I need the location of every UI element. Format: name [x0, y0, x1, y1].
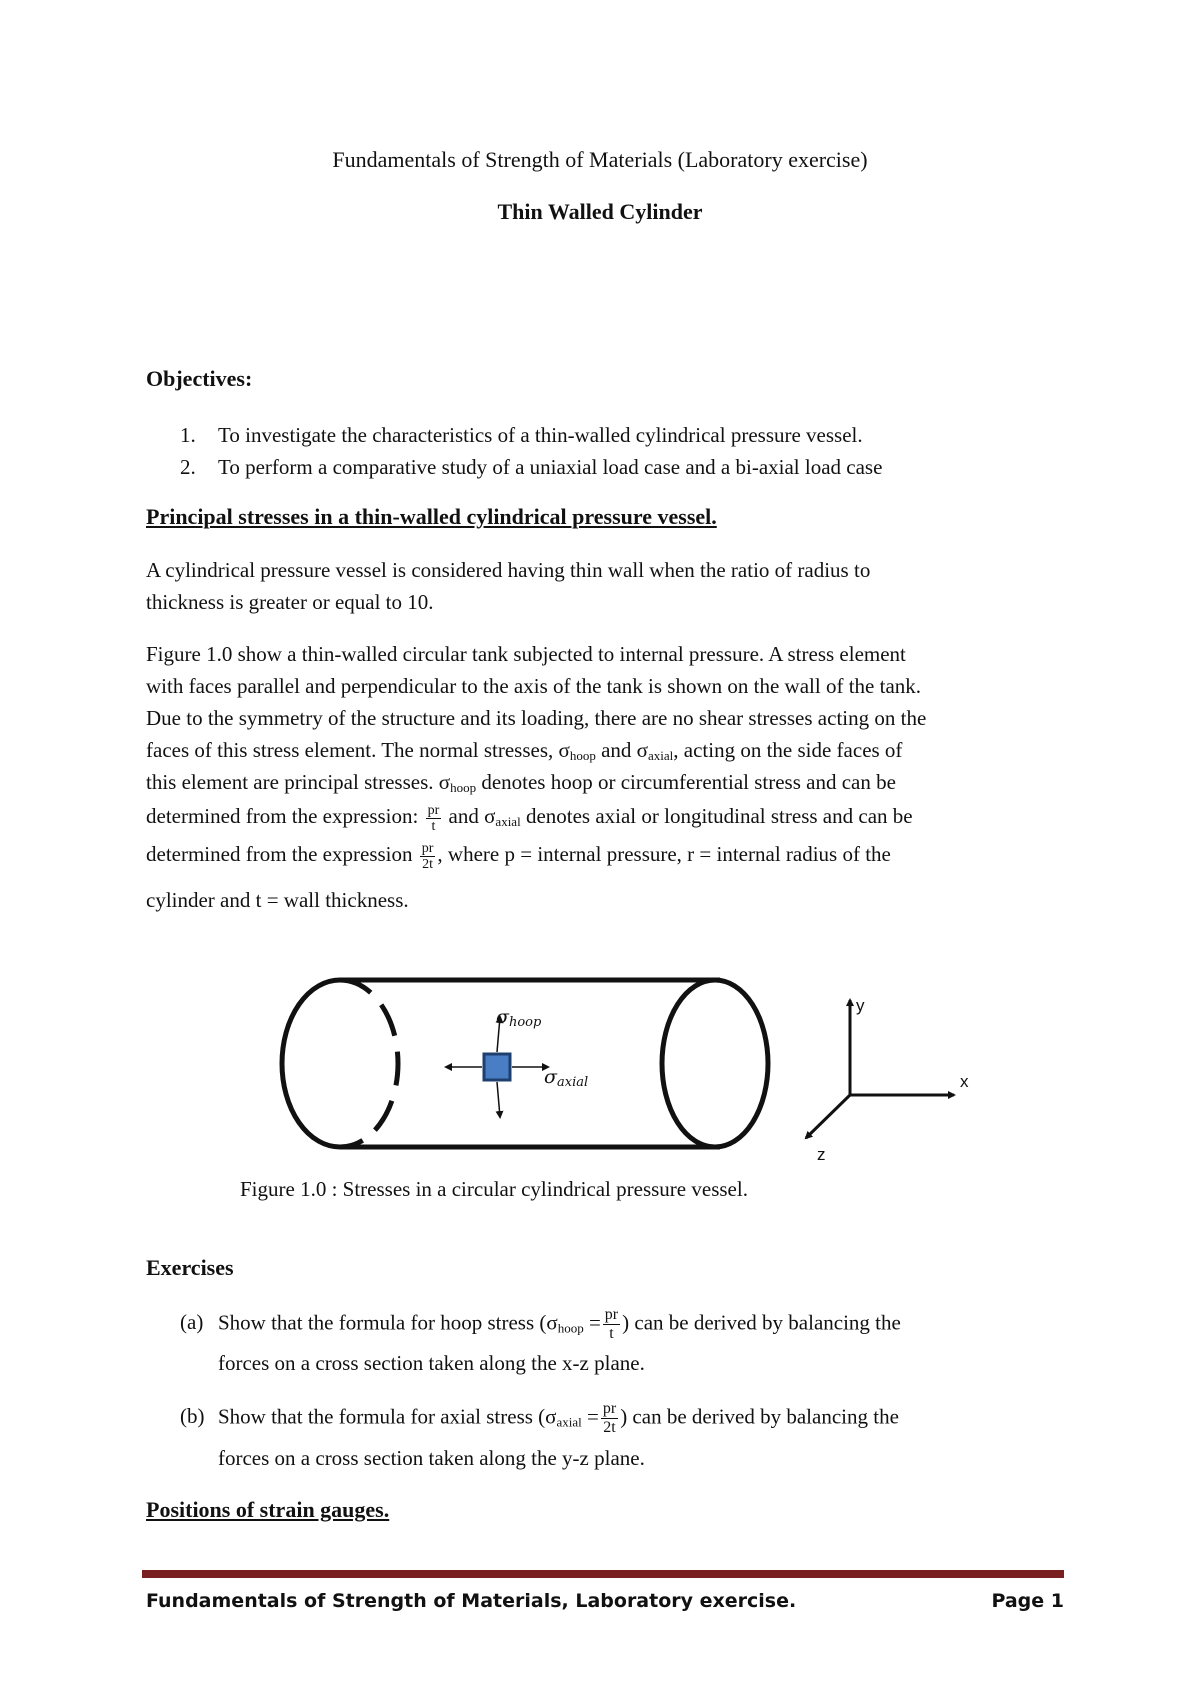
exercise-line: forces on a cross section taken along the y-z plane. [218, 1446, 645, 1470]
subscript: hoop [450, 780, 477, 795]
cylinder-figure [260, 955, 1000, 1170]
fraction-numerator: pr [427, 802, 440, 818]
text-run: ) can be derived by balancing the [620, 1404, 899, 1429]
paragraph-line [146, 838, 891, 872]
paragraph-line: A cylindrical pressure vessel is considered having thin wall when the ratio of radius to [146, 558, 871, 582]
fraction-numerator: pr [421, 840, 434, 856]
paragraph-line [146, 800, 913, 838]
text-run: = [583, 1310, 601, 1335]
cylinder-right-end [662, 980, 768, 1147]
text-run: , acting on the side faces of [673, 738, 903, 762]
stress-element [484, 1054, 510, 1080]
document-subtitle: Thin Walled Cylinder [497, 199, 703, 224]
sigma-symbol: σ [438, 770, 451, 794]
subscript: axial [495, 814, 521, 829]
hoop-label: σhoop [496, 1006, 542, 1030]
document-title: Fundamentals of Strength of Materials (Laboratory exercise) [332, 147, 868, 172]
paragraph-line [146, 766, 896, 804]
list-text: To investigate the characteristics of a thin-walled cylindrical pressure vessel. [218, 423, 863, 447]
subscript: hoop [569, 748, 596, 763]
figure-caption: Figure 1.0 : Stresses in a circular cylindrical pressure vessel. [240, 1177, 748, 1201]
objectives-heading: Objectives: [146, 366, 253, 391]
fraction-denominator: 2t [422, 856, 434, 872]
text-run: faces of this stress element. The normal stresses, [146, 738, 559, 762]
footer-text: Fundamentals of Strength of Materials, Laboratory exercise. [146, 1590, 797, 1612]
exercises-heading: Exercises [146, 1255, 234, 1280]
paragraph-line: Due to the symmetry of the structure and its loading, there are no shear stresses acting on the [146, 706, 927, 730]
list-text: To perform a comparative study of a uniaxial load case and a bi-axial load case [218, 455, 883, 479]
exercise-item-a [0, 1300, 1200, 1340]
text-run: and [443, 804, 485, 828]
text-run: Show that the formula for axial stress ( [218, 1404, 546, 1429]
text-run: and [595, 738, 637, 762]
exercise-text [218, 1400, 899, 1438]
text-run: this element are principal stresses. [146, 770, 439, 794]
text-run: denotes hoop or circumferential stress and can be [476, 770, 896, 794]
x-axis-label: x [960, 1072, 969, 1091]
paragraph-line: with faces parallel and perpendicular to the axis of the tank is shown on the wall of the tank. [146, 674, 922, 698]
z-axis [806, 1095, 850, 1138]
list-number: 1. [180, 423, 196, 447]
exercise-line: forces on a cross section taken along the x-z plane. [218, 1351, 645, 1375]
fraction-denominator: t [609, 1325, 614, 1342]
text-run: denotes axial or longitudinal stress and can be [520, 804, 913, 828]
cylinder-left-end-hidden [340, 980, 398, 1147]
exercise-label: (b) [180, 1404, 205, 1428]
page-number: Page 1 [991, 1590, 1064, 1612]
paragraph-line: Figure 1.0 show a thin-walled circular tank subjected to internal pressure. A stress element [146, 642, 906, 666]
exercise-item-b [0, 1394, 1200, 1434]
paragraph-line: thickness is greater or equal to 10. [146, 590, 434, 614]
fraction [420, 841, 436, 872]
cylinder-left-end [282, 980, 340, 1147]
sigma-symbol: σ [546, 1310, 558, 1335]
subscript: axial [648, 748, 674, 763]
exercise-text [218, 1306, 901, 1344]
text-run: , where p = internal pressure, r = internal radius of the [437, 842, 891, 866]
text-run: ) can be derived by balancing the [622, 1310, 901, 1335]
subscript: axial [556, 1414, 582, 1430]
footer-divider [142, 1570, 1064, 1578]
sigma-symbol: σ [484, 804, 496, 828]
text-run: determined from the expression [146, 842, 418, 866]
fraction-numerator: pr [604, 1306, 619, 1323]
z-axis-label: z [817, 1145, 826, 1164]
list-number: 2. [180, 455, 196, 479]
exercise-label: (a) [180, 1310, 204, 1334]
sigma-symbol: σ [545, 1404, 557, 1429]
strain-gauges-heading: Positions of strain gauges. [146, 1497, 390, 1522]
text-run: Show that the formula for hoop stress ( [218, 1310, 547, 1335]
paragraph-line: cylinder and t = wall thickness. [146, 888, 409, 912]
fraction [603, 1306, 620, 1343]
axial-label: σaxial [544, 1066, 589, 1090]
hoop-arrow-down [497, 1082, 500, 1117]
fraction [601, 1400, 618, 1437]
principal-stresses-heading: Principal stresses in a thin-walled cylindrical pressure vessel. [146, 504, 717, 529]
sigma-symbol: σ [636, 738, 648, 762]
fraction-denominator: t [431, 818, 436, 834]
text-run: determined from the expression: [146, 804, 424, 828]
sigma-symbol: σ [558, 738, 570, 762]
fraction-numerator: pr [602, 1400, 617, 1417]
subscript: hoop [557, 1320, 584, 1336]
fraction-denominator: 2t [603, 1419, 616, 1436]
y-axis-label: y [856, 996, 865, 1015]
fraction [426, 803, 442, 834]
text-run: = [581, 1404, 599, 1429]
